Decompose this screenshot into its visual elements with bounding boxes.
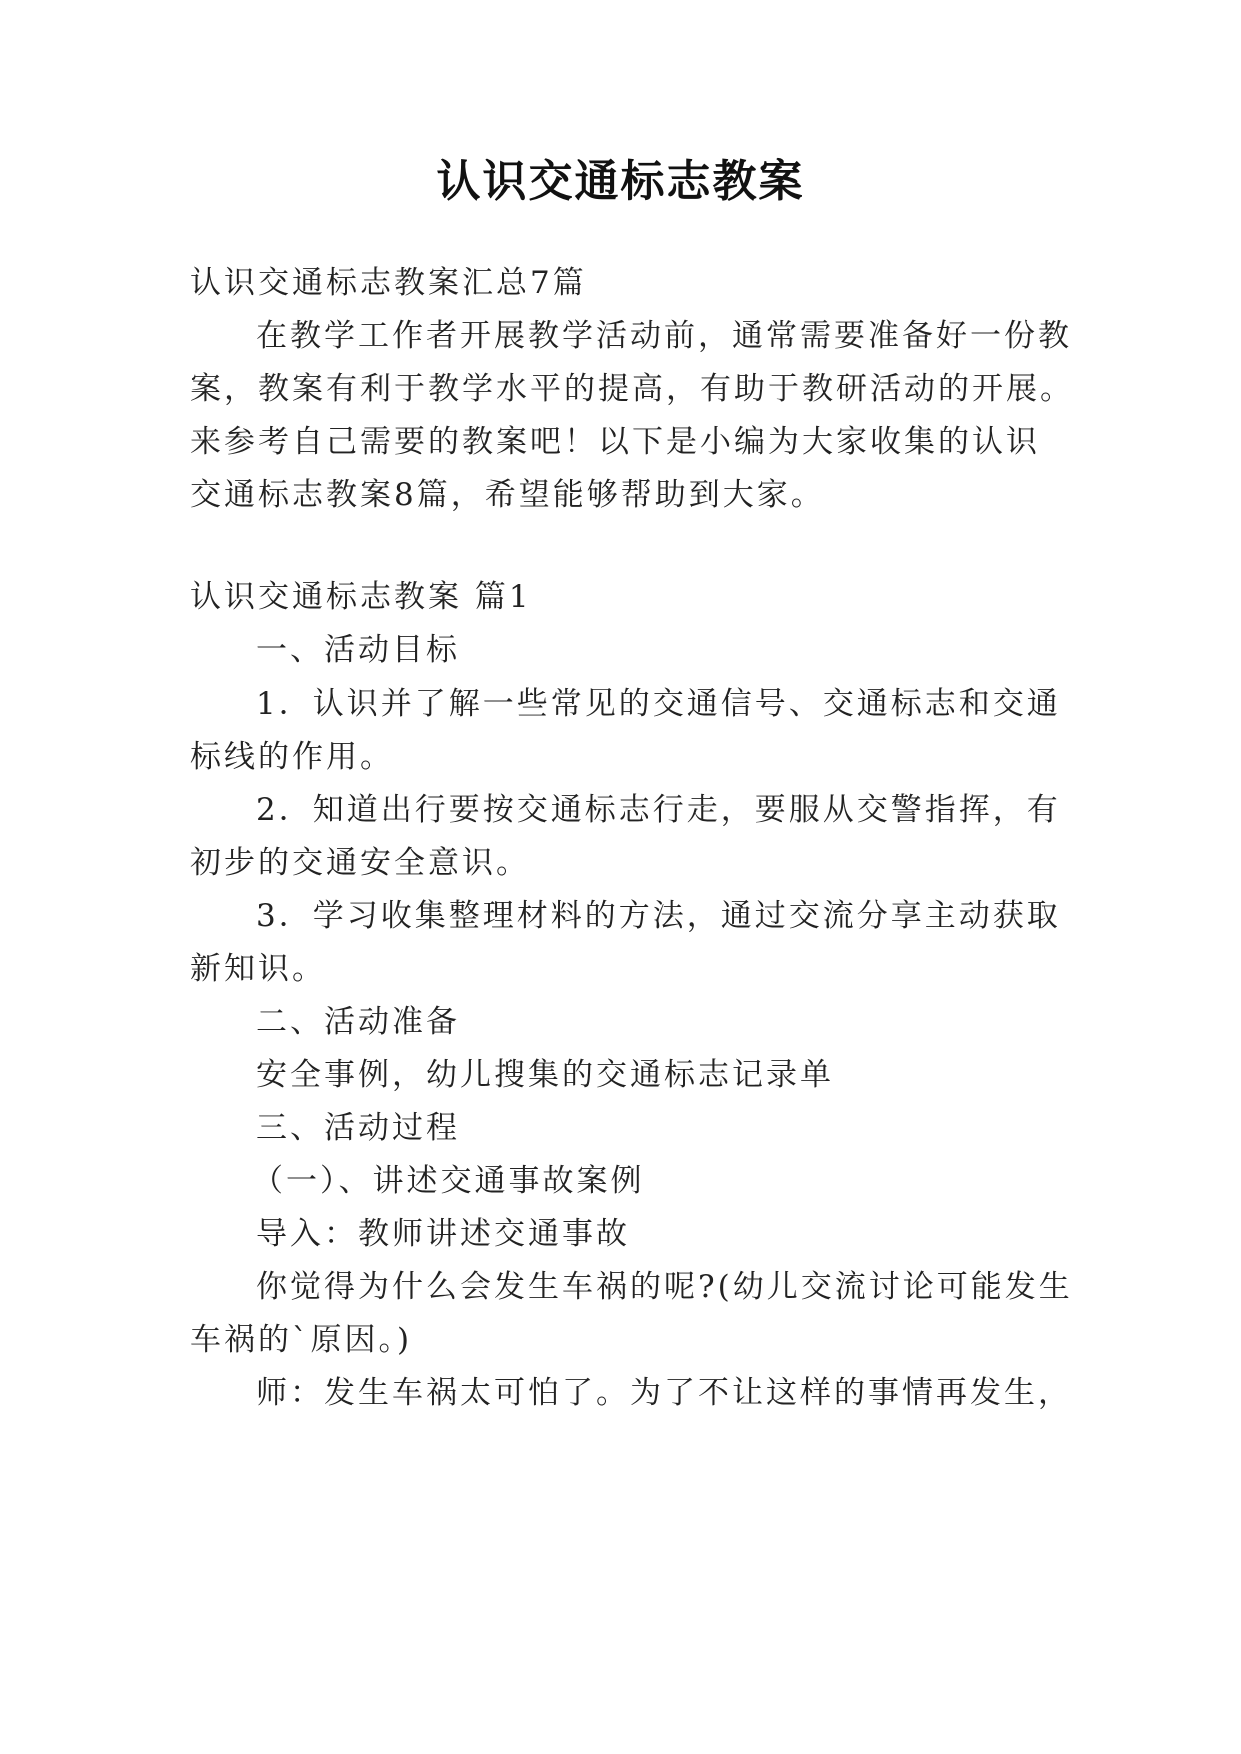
- question-line-1: 你觉得为什么会发生车祸的呢?(幼儿交流讨论可能发生: [256, 1269, 1073, 1305]
- goal-2-line-1: 2．知道出行要按交通标志行走，要服从交警指挥，有: [256, 792, 1061, 828]
- question-line-2: 车祸的`原因。): [190, 1322, 413, 1358]
- section-heading: 认识交通标志教案 篇1: [190, 579, 532, 615]
- intro-line-2: 案，教案有利于教学水平的提高，有助于教研活动的开展。: [190, 371, 1074, 407]
- goal-1-line-1: 1．认识并了解一些常见的交通信号、交通标志和交通: [256, 686, 1061, 722]
- summary-heading: 认识交通标志教案汇总7篇: [190, 265, 587, 301]
- goal-2-line-2: 初步的交通安全意识。: [190, 845, 530, 881]
- preparation-heading: 二、活动准备: [256, 1004, 460, 1040]
- process-step-1: （一）、讲述交通事故案例: [252, 1163, 645, 1199]
- teacher-line: 师：发生车祸太可怕了。为了不让这样的事情再发生，: [256, 1375, 1072, 1411]
- intro-line-3: 来参考自己需要的教案吧！以下是小编为大家收集的认识: [190, 424, 1040, 460]
- preparation-text: 安全事例，幼儿搜集的交通标志记录单: [256, 1057, 834, 1093]
- activity-goals-heading: 一、活动目标: [256, 632, 460, 668]
- goal-3-line-2: 新知识。: [190, 951, 326, 987]
- document-title: 认识交通标志教案: [436, 156, 805, 207]
- intro-step: 导入：教师讲述交通事故: [256, 1216, 630, 1252]
- intro-line-4: 交通标志教案8篇，希望能够帮助到大家。: [190, 477, 825, 513]
- intro-line-1: 在教学工作者开展教学活动前，通常需要准备好一份教: [256, 318, 1072, 354]
- process-heading: 三、活动过程: [256, 1110, 460, 1146]
- goal-1-line-2: 标线的作用。: [190, 739, 394, 775]
- goal-3-line-1: 3．学习收集整理材料的方法，通过交流分享主动获取: [256, 898, 1061, 934]
